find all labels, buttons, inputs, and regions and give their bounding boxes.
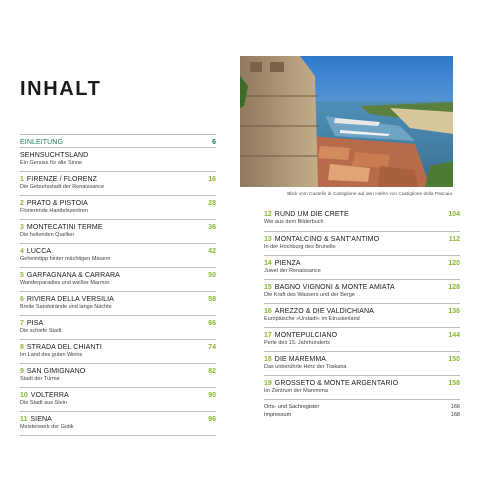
chapter-number: 7 <box>20 320 24 327</box>
toc-entry-heading <box>264 328 460 340</box>
toc-entry[interactable] <box>20 364 216 388</box>
toc-entry[interactable] <box>20 172 216 196</box>
back-matter-page: 168 <box>450 412 460 418</box>
chapter-subtitle: Die Geburtsstadt der Renaissance <box>20 184 105 190</box>
page-title: INHALT <box>20 78 102 100</box>
chapter-title: BAGNO VIGNONI & MONTE AMIATA <box>274 284 395 291</box>
chapter-title: PIENZA <box>274 260 301 267</box>
toc-entry-heading <box>264 232 460 244</box>
chapter-number: 2 <box>20 200 24 207</box>
harbor-photo <box>240 56 453 187</box>
page-number: 90 <box>208 392 216 399</box>
back-matter-label: Orts- und Sachregister <box>264 404 320 410</box>
page-number: 36 <box>208 224 216 231</box>
chapter-title: RIVIERA DELLA VERSILIA <box>26 296 114 303</box>
toc-entry-heading <box>264 280 460 292</box>
chapter-title: DIE MAREMMA <box>274 356 327 363</box>
toc-entry[interactable] <box>264 280 460 304</box>
page-number: 50 <box>208 272 216 279</box>
back-matter <box>264 403 460 419</box>
page-number: 112 <box>448 236 460 243</box>
chapter-number: 13 <box>264 236 272 243</box>
toc-entry[interactable] <box>20 244 216 268</box>
chapter-subtitle: Perle des 15. Jahrhunderts <box>264 340 331 346</box>
page-number: 120 <box>448 260 460 267</box>
chapter-subtitle: Wie aus dem Bilderbuch <box>264 219 324 225</box>
toc-entry-heading <box>20 136 216 147</box>
chapter-subtitle: Meisterwerk der Gotik <box>20 424 74 430</box>
toc-entry[interactable] <box>264 208 460 232</box>
page-number: 144 <box>448 332 460 339</box>
page-number: 136 <box>448 308 460 315</box>
toc-entry-heading <box>264 256 460 268</box>
chapter-title: RUND UM DIE CRETE <box>274 211 349 218</box>
chapter-title: PISA <box>26 320 44 327</box>
page-number: 66 <box>208 320 216 327</box>
toc-entry-heading <box>20 244 216 256</box>
chapter-title: LUCCA <box>26 248 52 255</box>
chapter-number: 16 <box>264 308 272 315</box>
chapter-number: 4 <box>20 248 24 255</box>
toc-entry-heading <box>20 316 216 328</box>
page-number: 58 <box>208 296 216 303</box>
chapter-subtitle: Europäische »Urstadt« im Etruskerland <box>264 316 360 322</box>
top-rule <box>20 134 216 135</box>
chapter-title: PRATO & PISTOIA <box>26 200 88 207</box>
toc-entry-heading <box>20 292 216 304</box>
toc-entry-heading <box>20 340 216 352</box>
toc-entry[interactable] <box>20 268 216 292</box>
chapter-subtitle: Geheimtipp hinter mächtigen Mauern <box>20 256 111 262</box>
back-matter-label: Impressum <box>264 412 292 418</box>
chapter-number: 9 <box>20 368 24 375</box>
chapter-title: SAN GIMIGNANO <box>26 368 86 375</box>
chapter-title: AREZZO & DIE VALDICHIANA <box>274 308 374 315</box>
chapter-subtitle: Die heilenden Quellen <box>20 232 75 238</box>
chapter-subtitle: Florierende Handelszentren <box>20 208 88 214</box>
chapter-subtitle: Ein Genuss für alle Sinne <box>20 160 83 166</box>
chapter-title: GROSSETO & MONTE ARGENTARIO <box>274 380 399 387</box>
chapter-number: 15 <box>264 284 272 291</box>
toc-entry[interactable] <box>20 220 216 244</box>
page-number: 158 <box>448 380 460 387</box>
toc-entry[interactable] <box>20 292 216 316</box>
toc-entry[interactable] <box>20 316 216 340</box>
page-number: 96 <box>208 416 216 423</box>
chapter-number: 19 <box>264 380 272 387</box>
page-number: 150 <box>448 356 460 363</box>
toc-entry-heading <box>20 364 216 376</box>
toc-left-column <box>20 136 216 436</box>
chapter-number: 1 <box>20 176 24 183</box>
page-number: 128 <box>448 284 460 291</box>
chapter-subtitle: Im Zentrum der Maremma <box>264 388 328 394</box>
chapter-number: 11 <box>20 416 28 423</box>
chapter-subtitle: In der Hochburg des Brunello <box>264 244 336 250</box>
chapter-number: 6 <box>20 296 24 303</box>
chapter-title: STRADA DEL CHIANTI <box>26 344 102 351</box>
page-number: 104 <box>448 211 460 218</box>
chapter-subtitle: Das unberührte Herz der Toskana <box>264 364 347 370</box>
chapter-number: 18 <box>264 356 272 363</box>
chapter-number: 17 <box>264 332 272 339</box>
toc-entry[interactable] <box>20 388 216 412</box>
chapter-subtitle: Juwel der Renaissance <box>264 268 321 274</box>
toc-entry[interactable] <box>264 328 460 352</box>
chapter-title: GARFAGNANA & CARRARA <box>26 272 120 279</box>
page-number: 42 <box>208 248 216 255</box>
chapter-number: 12 <box>264 211 272 218</box>
chapter-title: SEHNSUCHTSLAND <box>20 152 89 159</box>
photo-caption: Blick vom Castello di Castiglione auf den Hafen von Castiglione della Pescaia <box>287 192 452 197</box>
chapter-subtitle: Die Stadt aus Stein <box>20 400 68 406</box>
chapter-title: MONTEPULCIANO <box>274 332 338 339</box>
toc-entry[interactable] <box>264 304 460 328</box>
page-number: 28 <box>208 200 216 207</box>
toc-entry-heading <box>20 172 216 184</box>
chapter-subtitle: Die schiefe Stadt <box>20 328 62 334</box>
toc-entry-heading <box>264 304 460 316</box>
back-matter-row[interactable] <box>264 403 460 411</box>
toc-entry[interactable] <box>264 256 460 280</box>
toc-entry-heading <box>20 268 216 280</box>
toc-entry-heading <box>20 412 216 424</box>
chapter-number: 14 <box>264 260 272 267</box>
chapter-subtitle: Breite Sandstrände und lange Nächte <box>20 304 112 310</box>
toc-entry-heading <box>264 352 460 364</box>
chapter-number: 3 <box>20 224 24 231</box>
toc-entry-heading <box>20 196 216 208</box>
chapter-number: 10 <box>20 392 28 399</box>
chapter-title: MONTALCINO & SANT'ANTIMO <box>274 236 380 243</box>
page-number: 74 <box>208 344 216 351</box>
toc-entry[interactable] <box>264 352 460 376</box>
chapter-number: 8 <box>20 344 24 351</box>
toc-entry-heading <box>264 376 460 388</box>
chapter-title: VOLTERRA <box>30 392 69 399</box>
toc-right-column <box>264 208 460 419</box>
toc-entry[interactable] <box>20 412 216 436</box>
page-number: 6 <box>212 139 216 146</box>
back-matter-page: 166 <box>450 404 460 410</box>
toc-entry[interactable] <box>20 196 216 220</box>
page-number: 82 <box>208 368 216 375</box>
chapter-subtitle: Wanderparadies und weißer Marmor <box>20 280 110 286</box>
toc-entry[interactable] <box>264 376 460 400</box>
chapter-title: EINLEITUNG <box>20 139 64 146</box>
page-number: 16 <box>208 176 216 183</box>
chapter-subtitle: Im Land des guten Weins <box>20 352 83 358</box>
toc-entry[interactable] <box>20 340 216 364</box>
chapter-title: FIRENZE / FLORENZ <box>26 176 98 183</box>
toc-entry-heading <box>20 388 216 400</box>
chapter-title: SIENA <box>30 416 52 423</box>
chapter-number: 5 <box>20 272 24 279</box>
toc-entry[interactable] <box>264 232 460 256</box>
toc-entry-heading <box>20 148 216 160</box>
toc-entry-heading <box>264 208 460 219</box>
back-matter-row[interactable] <box>264 411 460 419</box>
chapter-title: MONTECATINI TERME <box>26 224 103 231</box>
chapter-subtitle: Stadt der Türme <box>20 376 60 382</box>
toc-entry[interactable] <box>20 136 216 148</box>
chapter-subtitle: Die Kraft des Wassers und der Berge <box>264 292 355 298</box>
toc-entry-heading <box>20 220 216 232</box>
toc-entry[interactable] <box>20 148 216 172</box>
